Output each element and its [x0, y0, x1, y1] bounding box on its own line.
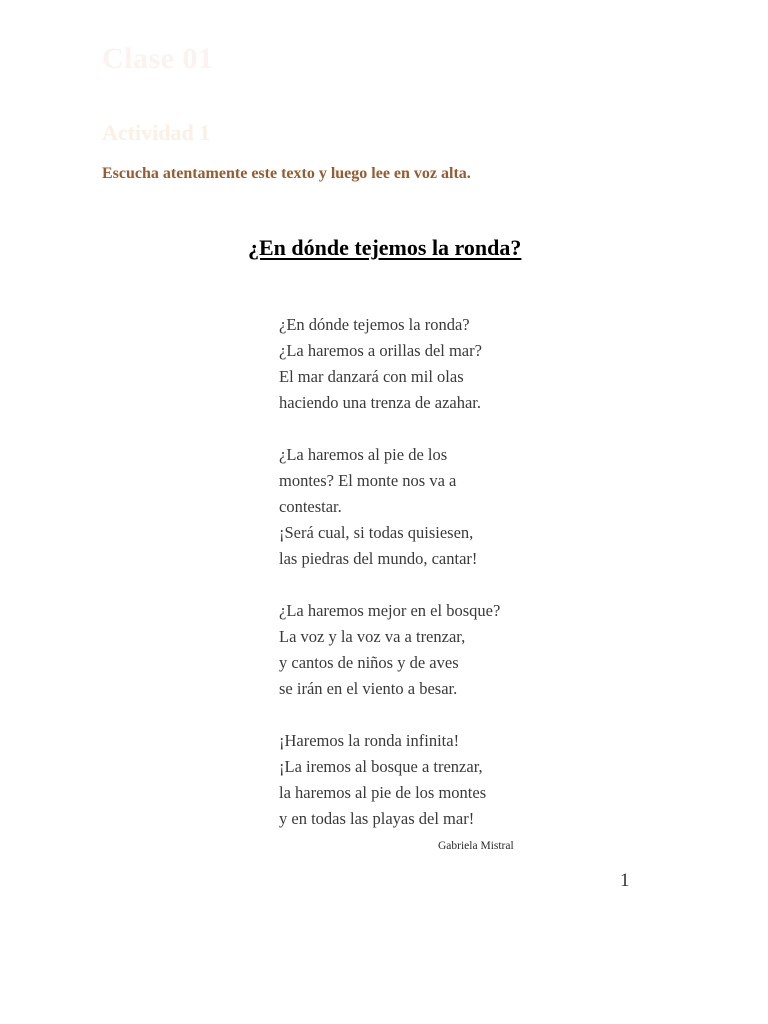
poem-title: ¿En dónde tejemos la ronda? [248, 235, 522, 260]
activity-title: Actividad 1 [102, 120, 211, 145]
poem-author: Gabriela Mistral [438, 840, 514, 852]
lesson-title: Clase 01 [102, 42, 214, 75]
stanza-2 [279, 442, 500, 572]
verse: la haremos al pie de los montes [279, 783, 487, 802]
verse: haciendo una trenza de azahar. [279, 393, 482, 412]
stanza-1 [279, 312, 500, 416]
instruction-text: Escucha atentamente este texto y luego lee en voz alta. [102, 165, 471, 182]
verse: y cantos de niños y de aves [279, 653, 459, 672]
verse: montes? El monte nos va a [279, 471, 457, 490]
verse: El mar danzará con mil olas [279, 367, 464, 386]
verse: ¡Haremos la ronda infinita! [279, 731, 460, 750]
page-number: 1 [620, 870, 630, 891]
stanza-3 [279, 598, 500, 702]
verse: ¿La haremos al pie de los [279, 445, 448, 464]
verse: ¿La haremos mejor en el bosque? [279, 601, 501, 620]
verse: ¡Será cual, si todas quisiesen, [279, 523, 474, 542]
verse: ¡La iremos al bosque a trenzar, [279, 757, 483, 776]
verse: se irán en el viento a besar. [279, 679, 458, 698]
poem-body [279, 312, 500, 832]
verse: y en todas las playas del mar! [279, 809, 475, 828]
verse: las piedras del mundo, cantar! [279, 549, 478, 568]
verse: La voz y la voz va a trenzar, [279, 627, 466, 646]
verse: contestar. [279, 497, 342, 516]
verse: ¿La haremos a orillas del mar? [279, 341, 482, 360]
verse: ¿En dónde tejemos la ronda? [279, 315, 470, 334]
stanza-4 [279, 728, 500, 832]
